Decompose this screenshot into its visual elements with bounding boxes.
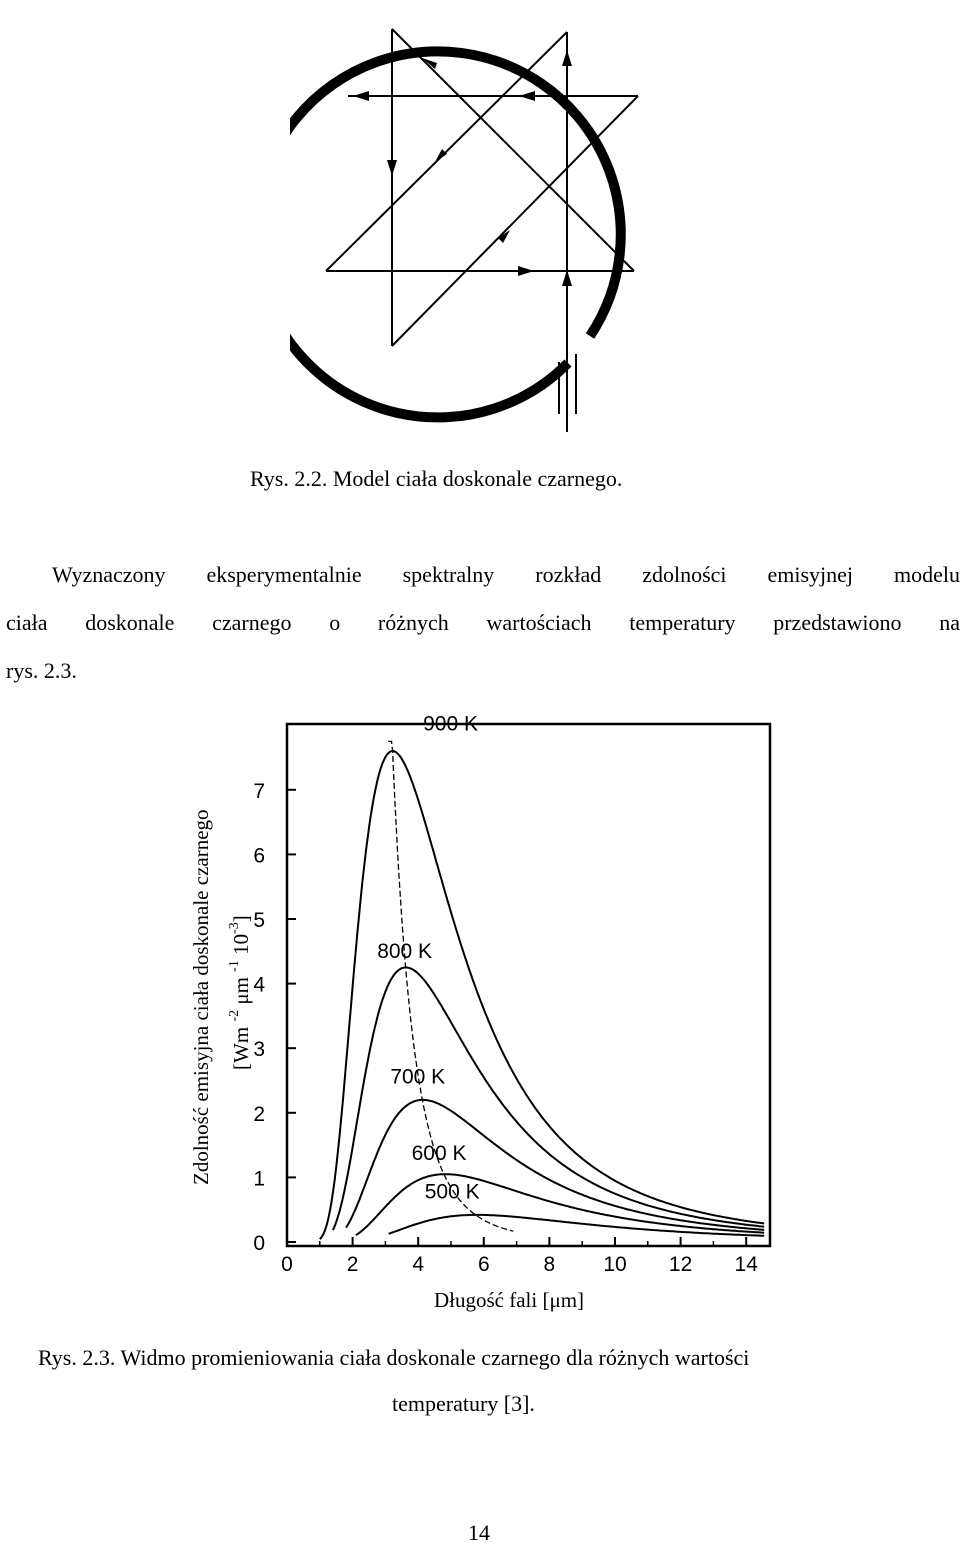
curve-label-900k: 900 K: [423, 715, 479, 736]
x-tick-label: 12: [668, 1253, 693, 1276]
blackbody-spectrum-chart: [170, 715, 790, 1325]
paragraph-line-3: rys. 2.3.: [6, 658, 77, 683]
svg-text:[Wm -2 μm -1 10-3]: [Wm $^{-2}$ μm $^{-1}$ $10^{-3}$]: [227, 915, 253, 1070]
x-tick-label: 0: [281, 1253, 293, 1276]
x-tick-label: 14: [734, 1253, 758, 1276]
paragraph-line-2: ciała doskonale czarnego o różnych wartościach temperatury przedstawiono na: [6, 610, 960, 635]
y-tick-label: 2: [253, 1102, 265, 1126]
curve-500k: [389, 1215, 765, 1236]
curve-label-600k: 600 K: [411, 1141, 467, 1165]
curve-label-700k: 700 K: [390, 1065, 446, 1089]
figure-2-3-caption-line-1: Rys. 2.3. Widmo promieniowania ciała doskonale czarnego dla różnych wartości: [38, 1345, 750, 1370]
y-tick-label: 1: [253, 1167, 265, 1191]
figure-2-2-caption: Rys. 2.2. Model ciała doskonale czarnego.: [250, 466, 623, 491]
y-tick-label: 7: [253, 779, 265, 803]
x-tick-label: 2: [346, 1253, 359, 1276]
page-number: 14: [468, 1520, 490, 1545]
curve-700k: [346, 1100, 764, 1230]
curve-900k: [320, 751, 764, 1239]
paragraph-line-1: Wyznaczony eksperymentalnie spektralny rozkład zdolności emisyjnej modelu: [52, 562, 960, 587]
blackbody-cavity-diagram: [290, 14, 660, 444]
x-axis-title: Długość fali [μm]: [433, 1288, 585, 1312]
curve-label-500k: 500 K: [424, 1180, 480, 1204]
y-tick-label: 0: [253, 1232, 265, 1255]
x-tick-label: 8: [543, 1253, 556, 1276]
curve-600k: [356, 1174, 764, 1235]
y-tick-label: 5: [253, 909, 265, 932]
figure-2-3-caption-line-2: temperatury [3].: [392, 1391, 535, 1416]
y-tick-label: 3: [253, 1038, 265, 1062]
y-tick-label: 4: [253, 973, 265, 997]
y-tick-label: 6: [253, 844, 265, 868]
x-tick-label: 10: [603, 1253, 627, 1276]
cavity-wall: [290, 51, 621, 417]
y-axis-title: Zdolność emisyjna ciała doskonale czarnego: [189, 809, 213, 1185]
x-tick-label: 6: [477, 1253, 490, 1276]
curve-label-800k: 800 K: [377, 939, 433, 963]
curve-800k: [333, 968, 764, 1231]
y-axis-units: [227, 915, 253, 1070]
x-tick-label: 4: [412, 1253, 425, 1276]
